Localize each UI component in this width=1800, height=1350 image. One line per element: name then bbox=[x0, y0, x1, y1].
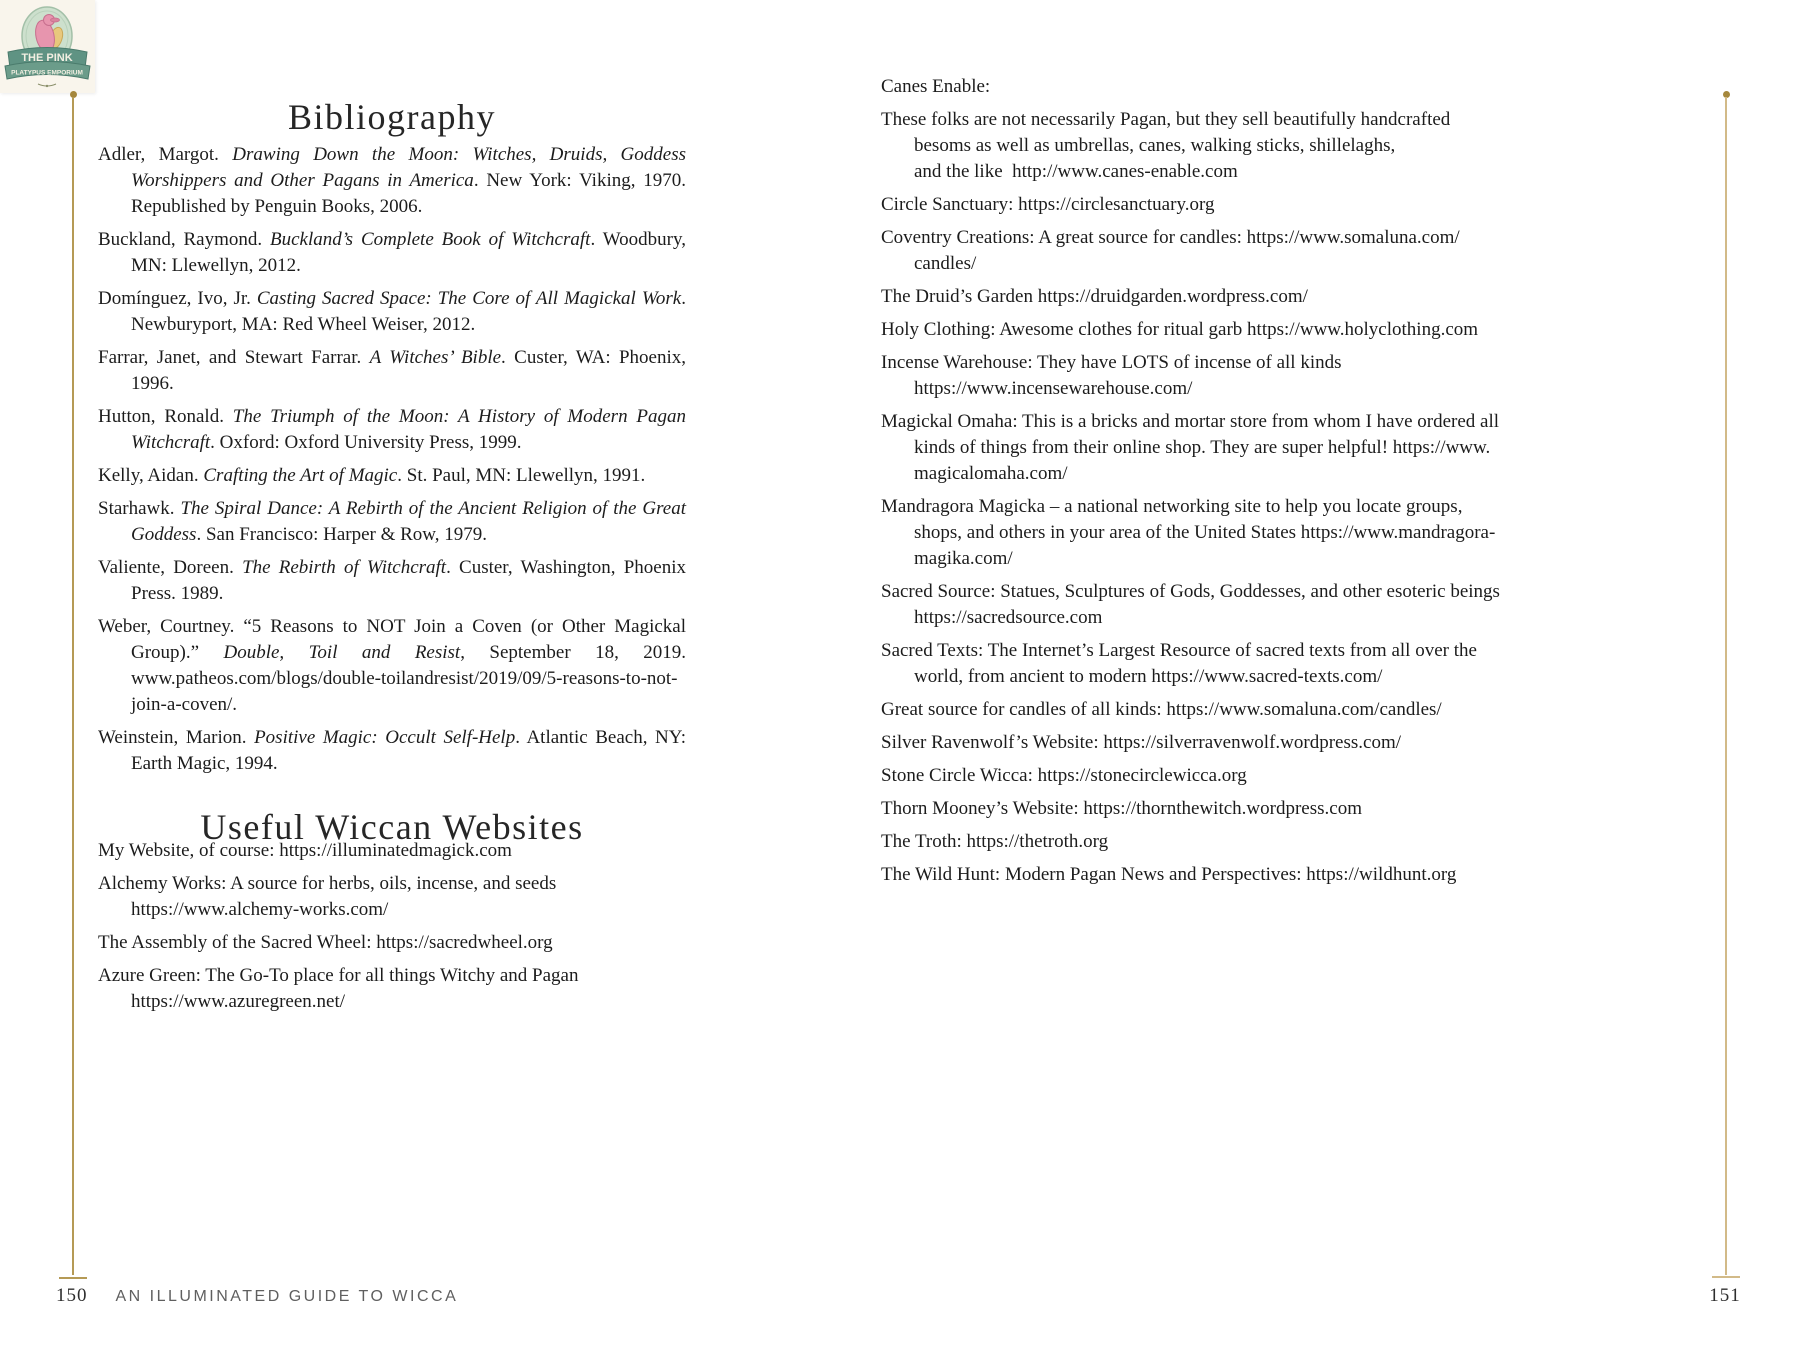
work-title: The Triumph of the Moon: A History of Modern Pagan Witchcraft bbox=[131, 406, 686, 453]
website-entry bbox=[98, 871, 738, 923]
entry-text: Farrar, Janet, and Stewart Farrar. bbox=[98, 347, 370, 368]
entry-line: Stone Circle Wicca: https://stonecirclewicca.org bbox=[881, 765, 1247, 786]
entry-line: These folks are not necessarily Pagan, but they sell beautifully handcrafted bbox=[881, 109, 1451, 130]
entry-text: . Newburyport, MA: Red Wheel Weiser, 2012. bbox=[131, 288, 686, 335]
website-entry bbox=[881, 192, 1521, 218]
website-entry bbox=[881, 284, 1521, 310]
bibliography-entry bbox=[98, 404, 686, 456]
bibliography-entry bbox=[98, 142, 686, 220]
pink-platypus-emporium-logo-icon bbox=[0, 0, 95, 93]
entry-text: . Oxford: Oxford University Press, 1999. bbox=[210, 432, 522, 453]
entry-text: Buckland, Raymond. bbox=[98, 229, 271, 250]
entry-line: Circle Sanctuary: https://circlesanctuary.org bbox=[881, 194, 1215, 215]
right-page-number: 151 bbox=[1709, 1285, 1741, 1306]
entry-line: https://www.alchemy-works.com/ bbox=[131, 899, 389, 920]
entry-line: Thorn Mooney’s Website: https://thornthewitch.wordpress.com bbox=[881, 798, 1362, 819]
entry-text: . Custer, Washington, Phoenix Press. 1989. bbox=[131, 557, 686, 604]
entry-line: Alchemy Works: A source for herbs, oils, incense, and seeds bbox=[98, 873, 557, 894]
entry-line: Silver Ravenwolf’s Website: https://silverravenwolf.wordpress.com/ bbox=[881, 732, 1401, 753]
entry-text: Kelly, Aidan. bbox=[98, 465, 204, 486]
bibliography-entry bbox=[98, 286, 686, 338]
bibliography-entry bbox=[98, 227, 686, 279]
left-rule-crossbar bbox=[59, 1277, 87, 1279]
website-entry bbox=[881, 730, 1521, 756]
entry-text: Adler, Margot. bbox=[98, 144, 233, 165]
bibliography-entry bbox=[98, 345, 686, 397]
entry-text: . St. Paul, MN: Llewellyn, 1991. bbox=[397, 465, 646, 486]
entry-line: https://www.incensewarehouse.com/ bbox=[914, 378, 1193, 399]
website-entry bbox=[98, 838, 738, 864]
entry-line: magicalomaha.com/ bbox=[914, 463, 1068, 484]
website-entry bbox=[98, 930, 738, 956]
work-title: Double, Toil and Resist bbox=[223, 642, 461, 663]
entry-line: Great source for candles of all kinds: https://www.somaluna.com/candles/ bbox=[881, 699, 1442, 720]
work-title: Buckland’s Complete Book of Witchcraft bbox=[270, 229, 591, 250]
entry-line: The Troth: https://thetroth.org bbox=[881, 831, 1109, 852]
entry-line: The Wild Hunt: Modern Pagan News and Perspectives: https://wildhunt.org bbox=[881, 864, 1457, 885]
bibliography-entry bbox=[98, 555, 686, 607]
entry-line: Coventry Creations: A great source for candles: https://www.somaluna.com/ bbox=[881, 227, 1460, 248]
entry-line: The Druid’s Garden https://druidgarden.wordpress.com/ bbox=[881, 286, 1308, 307]
publisher-watermark bbox=[0, 0, 95, 93]
entry-text: Hutton, Ronald. bbox=[98, 406, 233, 427]
entry-line: world, from ancient to modern https://www.sacred-texts.com/ bbox=[914, 666, 1383, 687]
bibliography-heading: Bibliography bbox=[288, 97, 496, 138]
entry-line: Canes Enable: bbox=[881, 76, 991, 97]
bibliography-entry bbox=[98, 614, 686, 718]
bibliography-entry bbox=[98, 463, 686, 489]
entry-line: and the like http://www.canes-enable.com bbox=[914, 161, 1238, 182]
entry-text: , September 18, 2019. www.patheos.com/blogs/double-toilandresist/2019/09/5-reasons-to-not-join-a-coven/. bbox=[131, 642, 686, 715]
entry-text: . Custer, WA: Phoenix, 1996. bbox=[131, 347, 687, 394]
logo-banner-line2: PLATYPUS EMPORIUM bbox=[11, 69, 83, 77]
website-entry bbox=[881, 638, 1521, 690]
bibliography-entry bbox=[98, 725, 686, 777]
right-margin-rule bbox=[1725, 97, 1727, 1275]
website-entry bbox=[881, 225, 1521, 277]
work-title: The Rebirth of Witchcraft bbox=[242, 557, 447, 578]
entry-text: . Atlantic Beach, NY: Earth Magic, 1994. bbox=[131, 727, 686, 774]
website-entry bbox=[881, 763, 1521, 789]
website-entry bbox=[881, 409, 1521, 487]
entry-text: . New York: Viking, 1970. Republished by Penguin Books, 2006. bbox=[131, 170, 687, 217]
entry-line: candles/ bbox=[914, 253, 977, 274]
work-title: Crafting the Art of Magic bbox=[203, 465, 398, 486]
bibliography-entry bbox=[98, 496, 686, 548]
entry-line: kinds of things from their online shop. They are super helpful! https://www. bbox=[914, 437, 1491, 458]
entry-line: Mandragora Magicka – a national networking site to help you locate groups, bbox=[881, 496, 1463, 517]
websites-list-right bbox=[881, 74, 1521, 895]
left-margin-rule bbox=[72, 97, 74, 1275]
left-page-number: 150 bbox=[56, 1285, 88, 1306]
entry-text: Weinstein, Marion. bbox=[98, 727, 255, 748]
websites-list bbox=[98, 838, 738, 1022]
website-entry bbox=[881, 829, 1521, 855]
right-rule-crossbar bbox=[1712, 1276, 1740, 1278]
entry-line: https://sacredsource.com bbox=[914, 607, 1103, 628]
websites-heading: Useful Wiccan Websites bbox=[200, 806, 584, 847]
entry-line: Magickal Omaha: This is a bricks and mortar store from whom I have ordered all bbox=[881, 411, 1500, 432]
work-title: Positive Magic: Occult Self-Help bbox=[254, 727, 516, 748]
website-entry bbox=[881, 74, 1521, 100]
entry-line: magika.com/ bbox=[914, 548, 1013, 569]
logo-banner-line1: THE PINK bbox=[21, 52, 73, 64]
book-title-running-footer: AN ILLUMINATED GUIDE TO WICCA bbox=[115, 1288, 459, 1305]
entry-line: My Website, of course: https://illuminatedmagick.com bbox=[98, 840, 512, 861]
website-entry bbox=[881, 494, 1521, 572]
entry-text: Domínguez, Ivo, Jr. bbox=[98, 288, 257, 309]
website-entry bbox=[881, 107, 1521, 185]
entry-text: . San Francisco: Harper & Row, 1979. bbox=[196, 524, 488, 545]
entry-text: Valiente, Doreen. bbox=[98, 557, 243, 578]
work-title: Drawing Down the Moon: Witches, Druids, Goddess Worshippers and Other Pagans in America bbox=[131, 144, 686, 191]
entry-line: Azure Green: The Go-To place for all things Witchy and Pagan bbox=[98, 965, 579, 986]
entry-line: The Assembly of the Sacred Wheel: https://sacredwheel.org bbox=[98, 932, 553, 953]
website-entry bbox=[881, 350, 1521, 402]
website-entry bbox=[881, 862, 1521, 888]
entry-text: Starhawk. bbox=[98, 498, 181, 519]
work-title: Casting Sacred Space: The Core of All Magickal Work bbox=[256, 288, 682, 309]
left-page-footer bbox=[56, 1285, 458, 1307]
entry-line: Incense Warehouse: They have LOTS of incense of all kinds bbox=[881, 352, 1342, 373]
entry-line: Sacred Source: Statues, Sculptures of Gods, Goddesses, and other esoteric beings bbox=[881, 581, 1500, 602]
work-title: A Witches’ Bible bbox=[369, 347, 502, 368]
entry-line: Holy Clothing: Awesome clothes for ritual garb https://www.holyclothing.com bbox=[881, 319, 1479, 340]
entry-text: Weber, Courtney. “5 Reasons to NOT Join a Coven (or Other Magickal Group).” bbox=[98, 616, 686, 663]
website-entry bbox=[881, 579, 1521, 631]
entry-line: shops, and others in your area of the United States https://www.mandragora- bbox=[914, 522, 1496, 543]
website-entry bbox=[881, 796, 1521, 822]
entry-line: Sacred Texts: The Internet’s Largest Resource of sacred texts from all over the bbox=[881, 640, 1477, 661]
work-title: The Spiral Dance: A Rebirth of the Ancient Religion of the Great Goddess bbox=[131, 498, 686, 545]
entry-line: besoms as well as umbrellas, canes, walking sticks, shillelaghs, bbox=[914, 135, 1396, 156]
entry-text: . Woodbury, MN: Llewellyn, 2012. bbox=[131, 229, 686, 276]
bibliography-list bbox=[98, 142, 686, 784]
website-entry bbox=[881, 317, 1521, 343]
website-entry bbox=[881, 697, 1521, 723]
website-entry bbox=[98, 963, 738, 1015]
entry-line: https://www.azuregreen.net/ bbox=[131, 991, 346, 1012]
